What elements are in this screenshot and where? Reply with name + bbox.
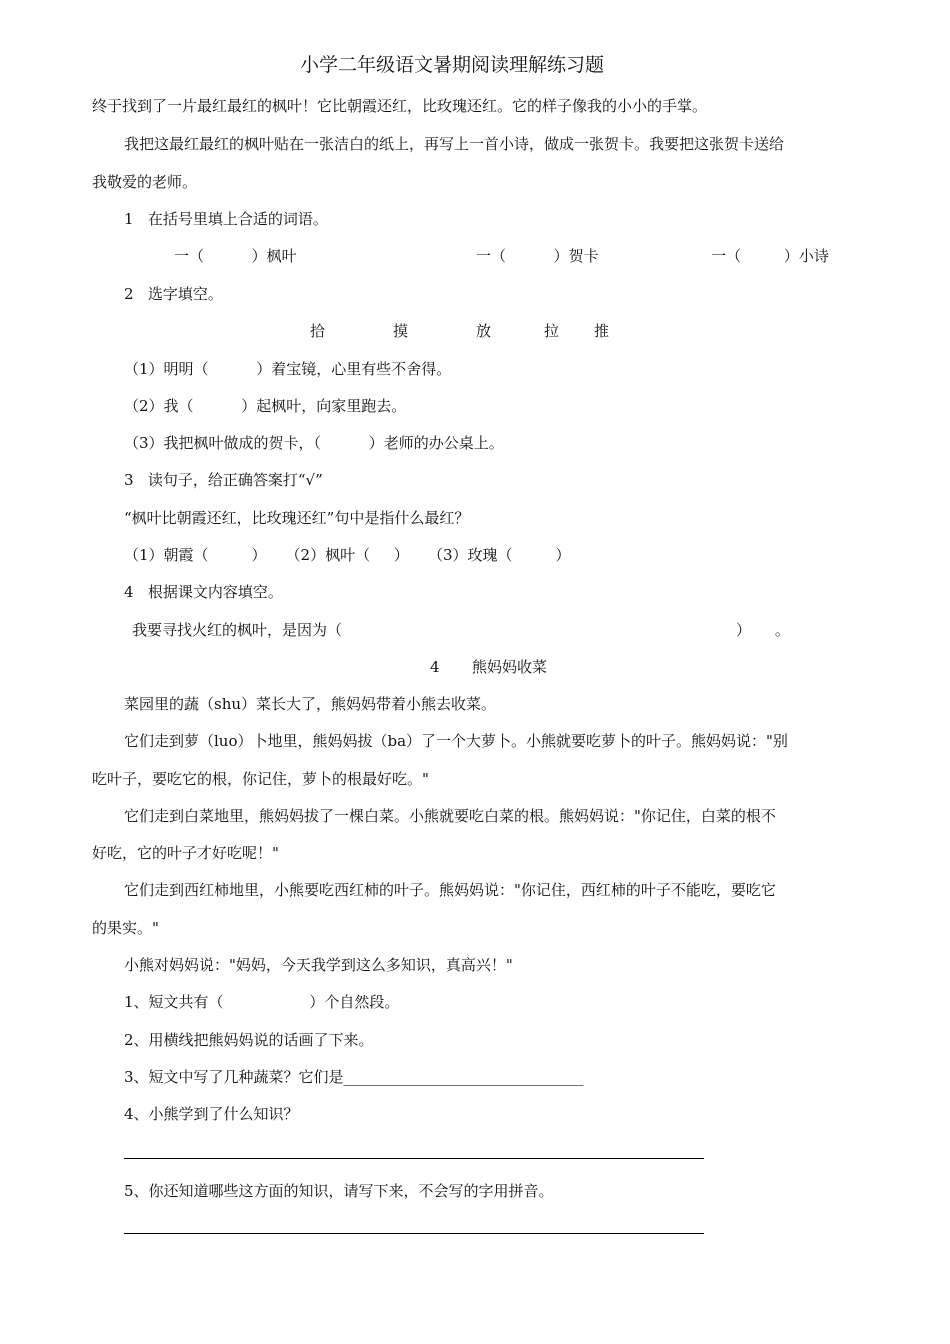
passage1-paragraph1: 终于找到了一片最红最红的枫叶！它比朝霞还红，比玫瑰还红。它的样子像我的小小的手掌。 [92, 97, 708, 115]
q2-prompt: 2 选字填空。 [124, 285, 223, 303]
q2-4-knowledge: 4、小熊学到了什么知识？ [124, 1105, 299, 1123]
q2-2-underline-task: 2、用横线把熊妈妈说的话画了下来。 [124, 1031, 374, 1049]
passage2-paragraph2-line1: 它们走到萝（luo）卜地里，熊妈妈拔（ba）了一个大萝卜。小熊就要吃萝卜的叶子。熊妈妈说："别 [124, 732, 788, 750]
passage2-paragraph1: 菜园里的蔬（shu）菜长大了，熊妈妈带着小熊去收菜。 [124, 695, 497, 713]
q2-choice-3: 放 [476, 322, 492, 340]
answer-line-4[interactable] [124, 1158, 704, 1159]
q1-item-maple-leaf: 一（ ）枫叶 [174, 247, 297, 265]
passage2-paragraph5: 小熊对妈妈说："妈妈，今天我学到这么多知识，真高兴！" [124, 956, 513, 974]
q4-prompt: 4 根据课文内容填空。 [124, 583, 283, 601]
section2-number: 4 [430, 658, 440, 676]
q2-sentence-1: （1）明明（ ）着宝镜，心里有些不舍得。 [124, 360, 452, 378]
q3-options: （1）朝霞（ ） （2）枫叶（ ） （3）玫瑰（ ） [124, 546, 571, 564]
q2-choice-1: 拾 [310, 322, 326, 340]
q2-3-vegetables: 3、短文中写了几种蔬菜？它们是________________________________ [124, 1068, 584, 1086]
passage2-paragraph4-line1: 它们走到西红柿地里，小熊要吃西红柿的叶子。熊妈妈说："你记住，西红柿的叶子不能吃，要吃它 [124, 881, 776, 899]
section2-title: 熊妈妈收菜 [472, 658, 548, 676]
page-title: 小学二年级语文暑期阅读理解练习题 [300, 54, 605, 76]
q1-item-poem: 一（ ）小诗 [711, 247, 829, 265]
q1-item-card: 一（ ）贺卡 [476, 247, 599, 265]
q2-sentence-3: （3）我把枫叶做成的贺卡，（ ）老师的办公桌上。 [124, 434, 504, 452]
q3-prompt: 3 读句子，给正确答案打“√” [124, 471, 323, 489]
q1-prompt: 1 在括号里填上合适的词语。 [124, 210, 328, 228]
q2-1-paragraph-count: 1、短文共有（ ）个自然段。 [124, 993, 400, 1011]
passage2-paragraph3-line2: 好吃，它的叶子才好吃呢！" [92, 844, 279, 862]
passage2-paragraph2-line2: 吃叶子，要吃它的根，你记住，萝卜的根最好吃。" [92, 770, 429, 788]
q2-choice-5: 推 [594, 322, 610, 340]
passage2-paragraph3-line1: 它们走到白菜地里，熊妈妈拔了一棵白菜。小熊就要吃白菜的根。熊妈妈说："你记住，白菜的根不 [124, 807, 776, 825]
q4-fill-start: 我要寻找火红的枫叶，是因为（ [132, 621, 343, 639]
q2-choice-4: 拉 [544, 322, 560, 340]
q2-5-more-knowledge: 5、你还知道哪些这方面的知识，请写下来，不会写的字用拼音。 [124, 1182, 554, 1200]
passage2-paragraph4-line2: 的果实。" [92, 919, 159, 937]
q4-fill-end: ） 。 [736, 621, 790, 639]
passage1-paragraph2-line1: 我把这最红最红的枫叶贴在一张洁白的纸上，再写上一首小诗，做成一张贺卡。我要把这张贺卡送给 [124, 135, 785, 153]
answer-line-5[interactable] [124, 1233, 704, 1234]
passage1-paragraph2-line2: 我敬爱的老师。 [92, 173, 198, 191]
q2-sentence-2: （2）我（ ）起枫叶，向家里跑去。 [124, 397, 407, 415]
q3-question: “枫叶比朝霞还红，比玫瑰还红”句中是指什么最红？ [124, 509, 470, 527]
q2-choice-2: 摸 [393, 322, 409, 340]
